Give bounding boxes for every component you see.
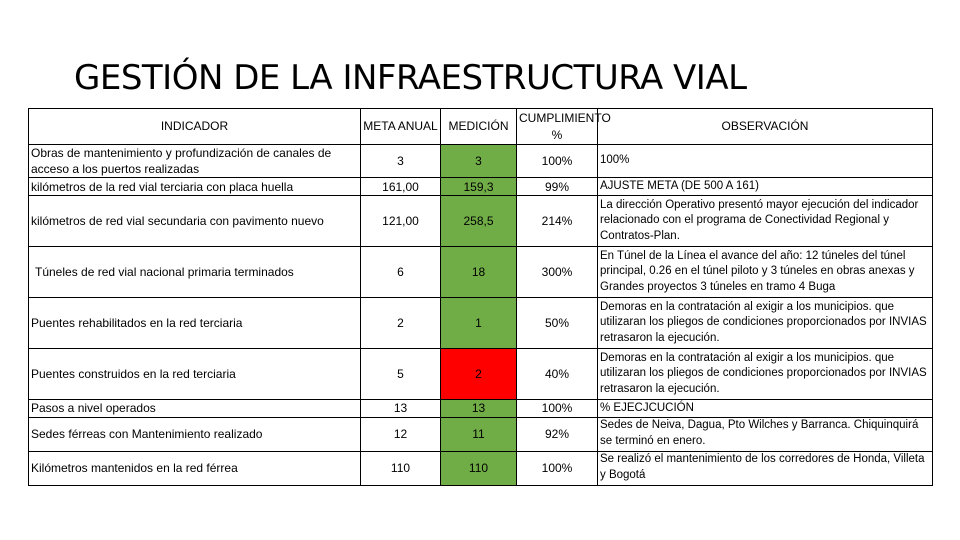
indicador-cell: Obras de mantenimiento y profundización de canales de acceso a los puertos realizadas: [29, 145, 361, 178]
meta-cell: 161,00: [361, 178, 441, 196]
meta-cell: 6: [361, 247, 441, 298]
indicador-cell: kilómetros de red vial secundaria con pavimento nuevo: [29, 196, 361, 247]
meta-cell: 13: [361, 400, 441, 417]
cumplimiento-cell: 92%: [517, 417, 598, 451]
table-row: [29, 298, 933, 349]
table-row: [29, 247, 933, 298]
header-indicador: INDICADOR: [29, 109, 361, 145]
observacion-cell: Se realizó el mantenimiento de los corredores de Honda, Villeta y Bogotá: [598, 451, 933, 485]
meta-cell: 110: [361, 451, 441, 485]
observacion-cell: 100%: [598, 145, 933, 178]
medicion-cell: 110: [441, 451, 517, 485]
indicador-cell: Puentes construidos en la red terciaria: [29, 349, 361, 400]
cumplimiento-cell: 100%: [517, 400, 598, 417]
table-row: [29, 196, 933, 247]
table-row: [29, 451, 933, 485]
indicador-cell: Sedes férreas con Mantenimiento realizado: [29, 417, 361, 451]
header-cumplimiento: CUMPLIMIENTO %: [517, 109, 598, 145]
meta-cell: 5: [361, 349, 441, 400]
medicion-cell: 13: [441, 400, 517, 417]
meta-cell: 121,00: [361, 196, 441, 247]
indicador-cell: kilómetros de la red vial terciaria con placa huella: [29, 178, 361, 196]
medicion-cell: 18: [441, 247, 517, 298]
cumplimiento-cell: 100%: [517, 451, 598, 485]
header-meta: META ANUAL: [361, 109, 441, 145]
medicion-cell: 2: [441, 349, 517, 400]
meta-cell: 12: [361, 417, 441, 451]
medicion-cell: 258,5: [441, 196, 517, 247]
cumplimiento-cell: 99%: [517, 178, 598, 196]
table-row: [29, 417, 933, 451]
cumplimiento-cell: 40%: [517, 349, 598, 400]
observacion-cell: AJUSTE META (DE 500 A 161): [598, 178, 933, 196]
observacion-cell: En Túnel de la Línea el avance del año: 12 túneles del túnel principal, 0.26 en el túnel piloto y 3 túneles en obras anexas y Grandes proyectos 3 túneles en tramo 4 Buga: [598, 247, 933, 298]
indicador-cell: Puentes rehabilitados en la red terciaria: [29, 298, 361, 349]
cumplimiento-cell: 50%: [517, 298, 598, 349]
page-title: GESTIÓN DE LA INFRAESTRUCTURA VIAL: [74, 58, 747, 98]
table-row: [29, 178, 933, 196]
table-row: [29, 145, 933, 178]
cumplimiento-cell: 214%: [517, 196, 598, 247]
observacion-cell: Sedes de Neiva, Dagua, Pto Wilches y Barranca. Chiquinquirá se terminó en enero.: [598, 417, 933, 451]
indicators-table: [28, 108, 933, 486]
cumplimiento-cell: 100%: [517, 145, 598, 178]
table-header-row: [29, 109, 933, 145]
medicion-cell: 11: [441, 417, 517, 451]
meta-cell: 2: [361, 298, 441, 349]
medicion-cell: 1: [441, 298, 517, 349]
table-row: [29, 349, 933, 400]
medicion-cell: 159,3: [441, 178, 517, 196]
observacion-cell: La dirección Operativo presentó mayor ejecución del indicador relacionado con el programa de Conectividad Regional y Contratos-Plan.: [598, 196, 933, 247]
indicador-cell: Kilómetros mantenidos en la red férrea: [29, 451, 361, 485]
indicador-cell: Túneles de red vial nacional primaria terminados: [29, 247, 361, 298]
medicion-cell: 3: [441, 145, 517, 178]
observacion-cell: % EJECJCUCIÓN: [598, 400, 933, 417]
header-medicion: MEDICIÓN: [441, 109, 517, 145]
cumplimiento-cell: 300%: [517, 247, 598, 298]
header-observacion: OBSERVACIÓN: [598, 109, 933, 145]
observacion-cell: Demoras en la contratación al exigir a los municipios. que utilizaran los pliegos de condiciones proporcionados por INVIAS retrasaron la ejecución.: [598, 349, 933, 400]
meta-cell: 3: [361, 145, 441, 178]
observacion-cell: Demoras en la contratación al exigir a los municipios. que utilizaran los pliegos de condiciones proporcionados por INVIAS retrasaron la ejecución.: [598, 298, 933, 349]
table-row: [29, 400, 933, 417]
indicador-cell: Pasos a nivel operados: [29, 400, 361, 417]
